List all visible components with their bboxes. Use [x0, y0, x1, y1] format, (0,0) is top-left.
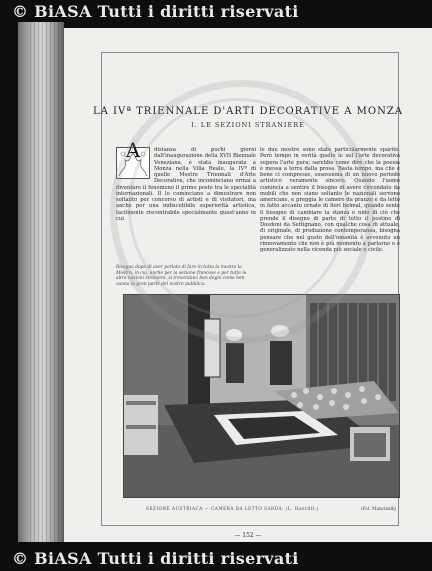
right-column-text: le due mostre sono state particolarmente sparite. Però tempo in verità quello le sul l'arte decorativa supera l'arte pura; sarebbe come dire che la poesia è messa a terra dalla prosa. Basta tempo, ma che è bene ci compresse, ossessiona di un nuovo periodo artistico veramente sincero. Quando l'uomo comincia a sentire il bisogno di avere circondato da mobili che non siano soltanto le nazionali servono americane, e preggia le camere da pranzo e da letto in fatto accanto ornate di fiori belmal, quando sente il bisogno di cambiare la stanza e nido di ciò che prende il disegno di parte di tutto il postino di Dosdoni da Settignano, con qualche cosa di attuale, di originale, di produzione contemporanea, bisogna pensare che nel gusto dell'umanità è avvenuto un rinnovamento che non è più momento a parlarne e è generalizzato nella vicenda più sociale e civile.	[260, 147, 400, 253]
right-column	[260, 147, 400, 253]
magazine-page	[64, 28, 432, 542]
spine-page-edges	[30, 22, 60, 542]
page-number: — 152 —	[234, 532, 262, 539]
left-column	[116, 138, 256, 222]
left-column-text: distanza di pochi giorni dall'inaugurazione della XVII Biennale Veneziana, è stata inaugurata a Monza nella Villa Reale, la IVª di quelle Mostre Triennali d'Arte Decorativa, che incominciano ormai a diventare il fenomeno il primo posto tra le specialità internazionali. Il lo cominciano a dimostrare non soltanto per concorso di artisti e di visitatori, ma anche per una indiscutibile superiorità artistica, facilmente riscontrabile specialmente quest'anno in cui	[116, 147, 256, 222]
top-watermark: © BiASA Tutti i diritti riservati	[12, 2, 299, 21]
dropcap-letter: A	[125, 138, 141, 162]
bottom-watermark: © BiASA Tutti i diritti riservati	[12, 549, 299, 568]
article-subtitle: I. LE SEZIONI STRANIERE	[191, 121, 305, 129]
bedroom-photograph	[123, 294, 400, 498]
intro-caption: Bisogna dopo di aver parlato di fare in tutta la mostra la Mostra, in cui, anche per la sezione francese e per tutte le altre nazioni straniere, si troveranno ben degni come ben vanno la gran parte del nostro pubblico.	[116, 265, 247, 287]
article-title: LA IVª TRIENNALE D'ARTI DECORATIVE A MONZA	[92, 106, 404, 117]
photo-caption: SEZIONE AUSTRIACA — CAMERA DA LETTO SARDA. (L. Haerdtl.)	[146, 506, 319, 511]
decorated-initial	[116, 138, 150, 179]
photo-credit: (Fot. Mancinelli)	[361, 506, 397, 511]
